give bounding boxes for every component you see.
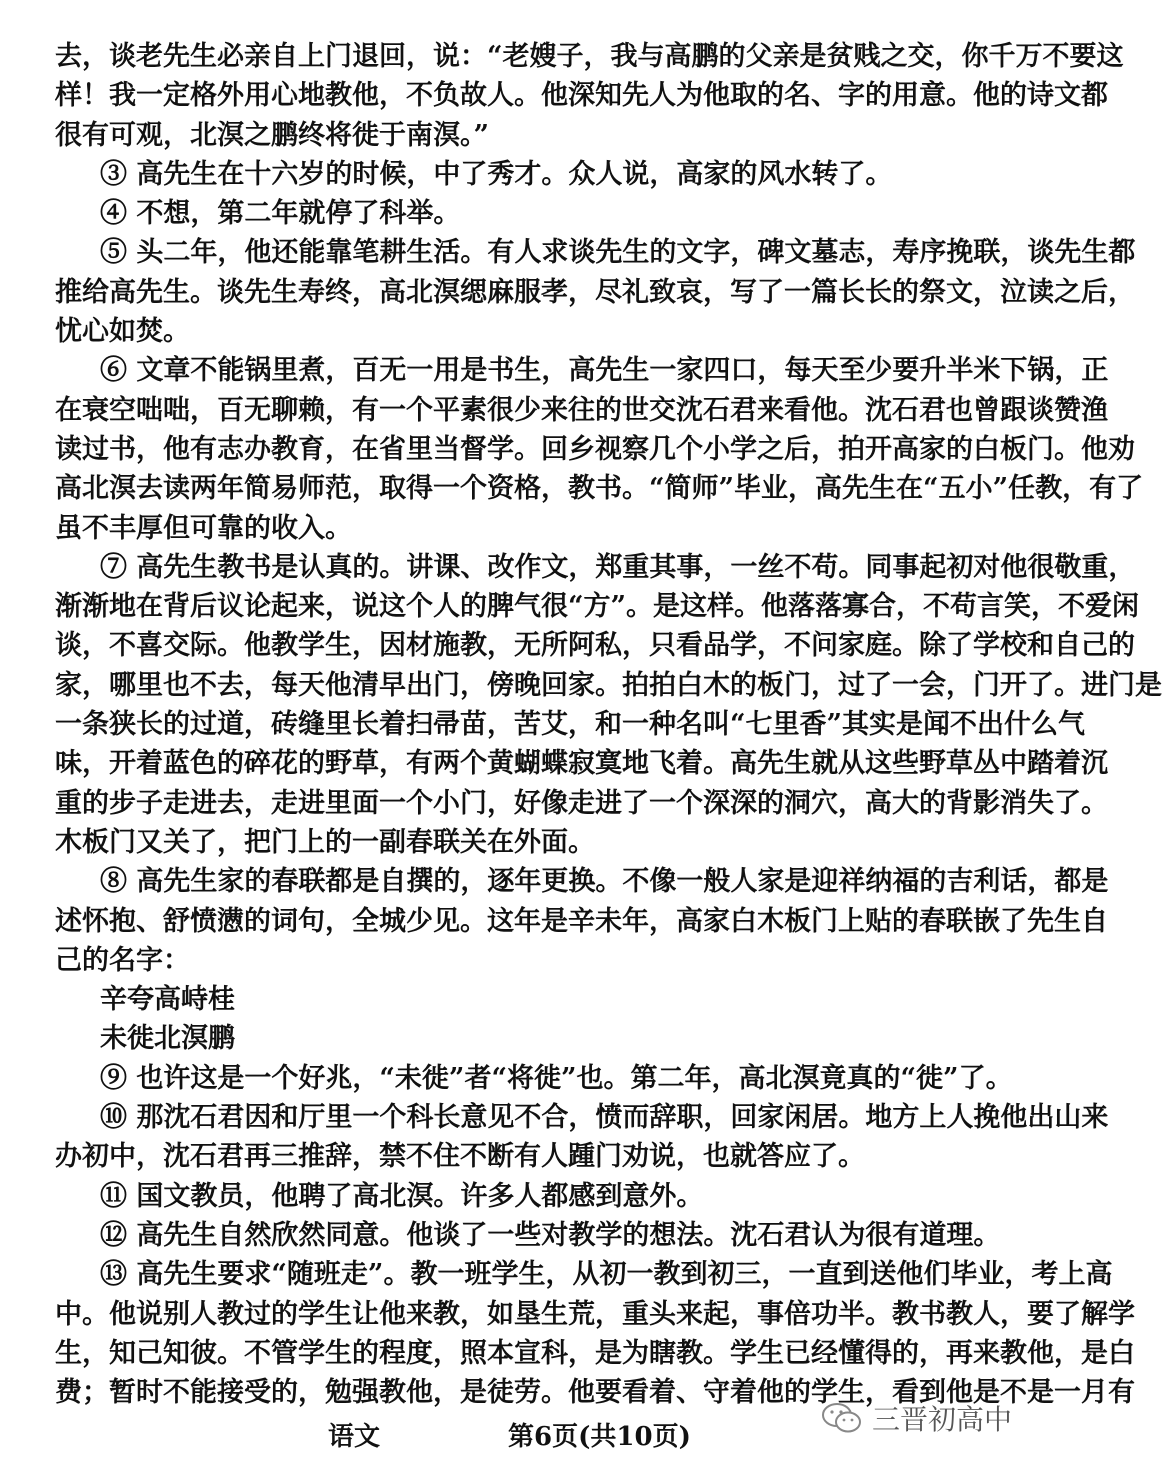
text-line: 费；暂时不能接受的，勉强教他，是徒劳。他要看着、守着他的学生，看到他是不是一月有 xyxy=(55,1377,1135,1409)
text-line: 一条狭长的过道，砖缝里长着扫帚苗，苦艾，和一种名叫“七里香”其实是闻不出什么气 xyxy=(55,709,1086,741)
text-line: 办初中，沈石君再三推辞，禁不住不断有人踵门劝说，也就答应了。 xyxy=(55,1141,865,1173)
wechat-icon xyxy=(820,1401,864,1435)
text-line: 样！我一定格外用心地教他，不负故人。他深知先人为他取的名、字的用意。他的诗文都 xyxy=(55,80,1108,112)
text-line: 渐渐地在背后议论起来，说这个人的脾气很“方”。是这样。他落落寡合，不苟言笑，不爱闲 xyxy=(55,591,1140,623)
text-line: 读过书，他有志办教育，在省里当督学。回乡视察几个小学之后，拍开高家的白板门。他劝 xyxy=(55,433,1135,465)
text-line: 在衰空咄咄，百无聊赖，有一个平素很少来往的世交沈石君来看他。沈石君也曾跟谈赞渔 xyxy=(55,394,1108,426)
text-line: 高北溟去读两年简易师范，取得一个资格，教书。“简师”毕业，高先生在“五小”任教，有了 xyxy=(55,473,1144,505)
text-line: 推给高先生。谈先生寿终，高北溟缌麻服孝，尽礼致哀，写了一篇长长的祭文，泣读之后， xyxy=(55,276,1135,308)
text-line: 木板门又关了，把门上的一副春联关在外面。 xyxy=(55,826,595,858)
text-line: ⑨ 也许这是一个好兆，“未徙”者“将徙”也。第二年，高北溟竟真的“徙”了。 xyxy=(100,1062,1013,1094)
text-line: ⑬ 高先生要求“随班走”。教一班学生，从初一教到初三，一直到送他们毕业，考上高 xyxy=(100,1259,1113,1291)
watermark xyxy=(820,1398,1012,1438)
footer-subject: 语文 xyxy=(328,1422,381,1452)
text-line: 虽不丰厚但可靠的收入。 xyxy=(55,512,352,544)
text-line: 家，哪里也不去，每天他清早出门，傍晚回家。拍拍白木的板门，过了一会，门开了。进门是 xyxy=(55,669,1162,701)
text-line: ⑥ 文章不能锅里煮，百无一用是书生，高先生一家四口，每天至少要升半米下锅，正 xyxy=(100,355,1109,387)
text-line: 谈，不喜交际。他教学生，因材施教，无所阿私，只看品学，不问家庭。除了学校和自己的 xyxy=(55,630,1135,662)
text-line: 忧心如焚。 xyxy=(55,316,190,348)
text-line: ⑧ 高先生家的春联都是自撰的，逐年更换。不像一般人家是迎祥纳福的吉利话，都是 xyxy=(100,866,1109,898)
text-line: 己的名字： xyxy=(55,944,190,976)
text-line: 述怀抱、舒愤懑的词句，全城少见。这年是辛未年，高家白木板门上贴的春联嵌了先生自 xyxy=(55,905,1108,937)
text-line: ⑩ 那沈石君因和厅里一个科长意见不合，愤而辞职，回家闲居。地方上人挽他出山来 xyxy=(100,1102,1109,1134)
text-line: 重的步子走进去，走进里面一个小门，好像走进了一个深深的洞穴，高大的背影消失了。 xyxy=(55,787,1108,819)
watermark-text: 三晋初高中 xyxy=(872,1403,1013,1436)
text-line: ⑦ 高先生教书是认真的。讲课、改作文，郑重其事，一丝不苟。同事起初对他很敬重， xyxy=(100,551,1136,583)
text-line: 中。他说别人教过的学生让他来教，如垦生荒，重头来起，事倍功半。教书教人，要了解学 xyxy=(55,1298,1135,1330)
text-line: 去，谈老先生必亲自上门退回，说：“老嫂子，我与高鹏的父亲是贫贱之交，你千万不要这 xyxy=(55,41,1124,72)
text-line: ⑤ 头二年，他还能靠笔耕生活。有人求谈先生的文字，碑文墓志，寿序挽联，谈先生都 xyxy=(100,237,1136,269)
text-line: ③ 高先生在十六岁的时候，中了秀才。众人说，高家的风水转了。 xyxy=(100,158,893,190)
footer-page-number: 第6页(共10页) xyxy=(508,1422,691,1452)
text-line: ④ 不想，第二年就停了科举。 xyxy=(100,198,461,230)
text-line: ⑪ 国文教员，他聘了高北溟。许多人都感到意外。 xyxy=(100,1180,704,1212)
text-line: 味，开着蓝色的碎花的野草，有两个黄蝴蝶寂寞地飞着。高先生就从这些野草丛中踏着沉 xyxy=(55,748,1108,780)
text-line: ⑫ 高先生自然欣然同意。他谈了一些对教学的想法。沈石君认为很有道理。 xyxy=(100,1219,1001,1251)
text-line: 生，知己知彼。不管学生的程度，照本宣科，是为瞎教。学生已经懂得的，再来教他，是白 xyxy=(55,1337,1135,1369)
text-line: 辛夸高峙桂 xyxy=(100,984,235,1016)
text-line: 未徙北溟鹏 xyxy=(100,1023,235,1055)
document-body xyxy=(55,37,1162,1412)
text-line: 很有可观，北溟之鹏终将徙于南溟。” xyxy=(55,119,490,151)
